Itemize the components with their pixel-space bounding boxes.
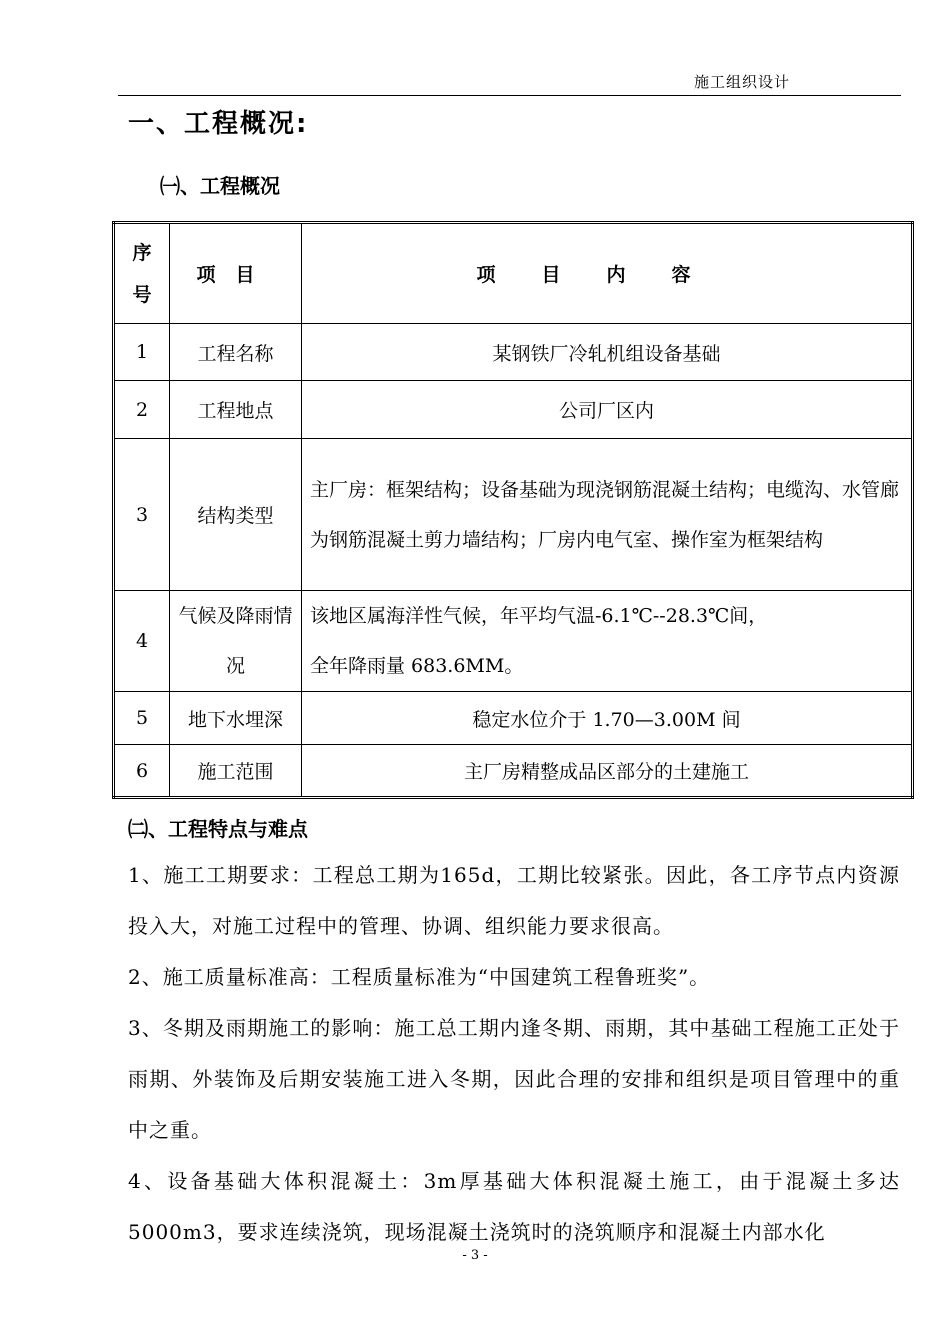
row-item: 工程名称 [170,324,302,381]
header-content: 项目内容 [302,223,913,324]
row-content: 某钢铁厂冷轧机组设备基础 [302,324,913,381]
row-item: 地下水埋深 [170,692,302,745]
table-header-row [114,223,913,324]
header-item: 项目 [170,223,302,324]
row-content-line1: 该地区属海洋性气候，年平均气温-6.1℃--28.3℃间， [310,605,768,627]
row-no: 5 [114,692,170,745]
table-row [114,439,913,591]
running-header: 施工组织设计 [693,73,790,91]
row-no: 3 [114,439,170,591]
paragraph-1: 1、施工工期要求：工程总工期为165d，工期比较紧张。因此，各工序节点内资源投入大，对施工过程中的管理、协调、组织能力要求很高。 [128,863,900,938]
paragraph-2: 2、施工质量标准高：工程质量标准为“中国建筑工程鲁班奖”。 [128,965,711,989]
header-no [114,223,170,324]
row-item: 气候及降雨情况 [170,591,302,692]
paragraph-3: 3、冬期及雨期施工的影响：施工总工期内逢冬期、雨期，其中基础工程施工正处于雨期、外装饰及后期安装施工进入冬期，因此合理的安排和组织是项目管理中的重中之重。 [128,1016,900,1142]
row-content: 主厂房：框架结构；设备基础为现浇钢筋混凝土结构；电缆沟、水管廊为钢筋混凝土剪力墙结构；厂房内电气室、操作室为框架结构 [302,439,913,591]
row-no: 2 [114,381,170,439]
row-content-line2: 全年降雨量 683.6MM。 [310,655,524,677]
header-no-line2: 号 [132,283,152,306]
paragraph-4: 4、设备基础大体积混凝土：3m厚基础大体积混凝土施工，由于混凝土多达5000m3，要求连续浇筑，现场混凝土浇筑时的浇筑顺序和混凝土内部水化 [128,1169,900,1244]
overview-table [112,221,914,799]
page-number: - 3 - [462,1248,488,1263]
row-item: 工程地点 [170,381,302,439]
header-no-line1: 序 [132,241,152,264]
row-content: 公司厂区内 [302,381,913,439]
table-row [114,324,913,381]
subsection-title: ㈠、工程概况 [160,174,280,198]
table-row [114,692,913,745]
table-row [114,381,913,439]
row-content: 主厂房精整成品区部分的土建施工 [302,745,913,798]
table-row [114,591,913,692]
row-content [302,591,913,692]
row-item: 结构类型 [170,439,302,591]
row-item: 施工范围 [170,745,302,798]
row-no: 4 [114,591,170,692]
header-rule [118,95,901,96]
subsection-title-2: ㈡、工程特点与难点 [128,817,308,841]
section-title: 一、工程概况: [128,109,309,139]
row-no: 1 [114,324,170,381]
row-content: 稳定水位介于 1.70—3.00M 间 [302,692,913,745]
table-row [114,745,913,798]
row-no: 6 [114,745,170,798]
